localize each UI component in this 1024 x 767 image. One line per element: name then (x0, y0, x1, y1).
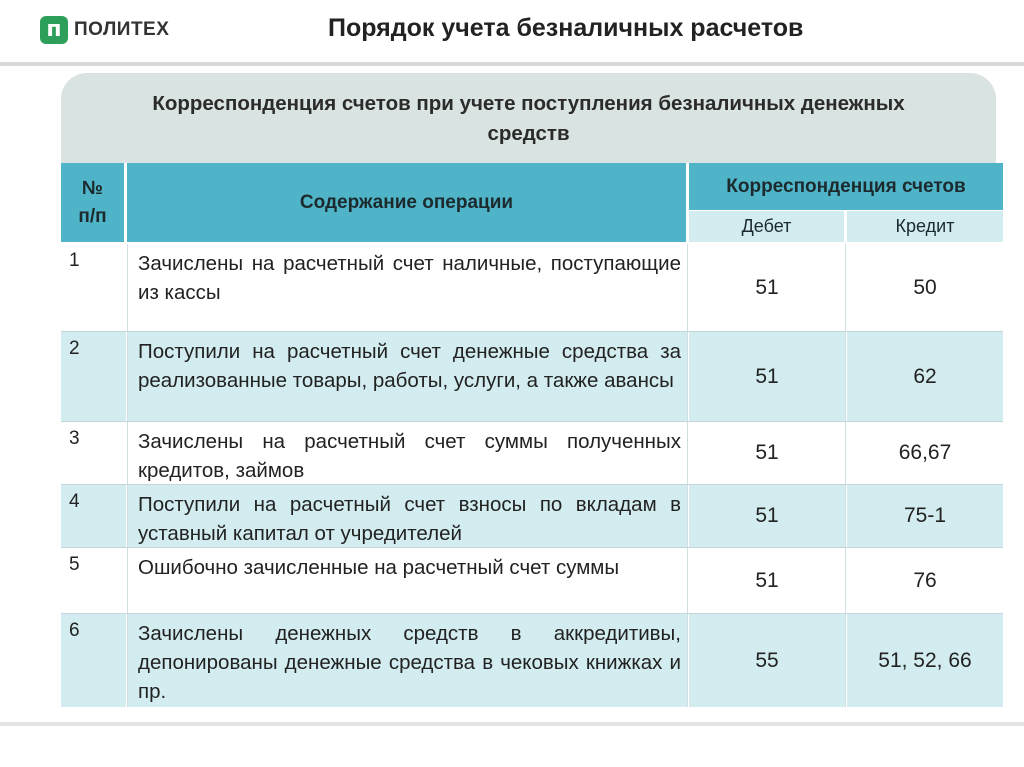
logo (40, 16, 169, 44)
row-debit: 51 (689, 485, 846, 547)
header-content: Содержание операции (127, 163, 688, 242)
row-credit: 51, 52, 66 (847, 614, 1003, 707)
row-separator (61, 331, 1003, 332)
row-description: Зачислены на расчетный счет наличные, поступающие из кассы (127, 244, 688, 331)
row-number: 2 (61, 332, 126, 421)
row-separator (61, 613, 1003, 614)
header-credit: Кредит (847, 211, 1003, 242)
bottom-divider (0, 722, 1024, 726)
row-description: Поступили на расчетный счет взносы по вкладам в уставный капитал от учредителей (127, 485, 688, 547)
row-number: 3 (61, 422, 126, 484)
row-number: 6 (61, 614, 126, 707)
row-description: Ошибочно зачисленные на расчетный счет суммы (127, 548, 688, 613)
header-correspondence: Корреспонденция счетов (689, 163, 1003, 210)
row-separator (61, 421, 1003, 422)
row-separator (61, 484, 1003, 485)
page-title: Порядок учета безналичных расчетов (328, 14, 804, 42)
logo-icon: п (40, 16, 68, 44)
row-credit: 50 (847, 244, 1003, 331)
row-debit: 51 (689, 422, 846, 484)
row-description: Поступили на расчетный счет денежные средства за реализованные товары, работы, услуги, а также авансы (127, 332, 688, 421)
row-debit: 51 (689, 332, 846, 421)
row-credit: 76 (847, 548, 1003, 613)
header-debit: Дебет (689, 211, 846, 242)
header-num: № п/п (61, 163, 126, 242)
subtitle: Корреспонденция счетов при учете поступления безналичных денежных средств (152, 92, 905, 145)
row-number: 4 (61, 485, 126, 547)
row-credit: 66,67 (847, 422, 1003, 484)
logo-text: ПОЛИТЕХ (74, 19, 170, 40)
top-divider (0, 62, 1024, 66)
row-number: 1 (61, 244, 126, 331)
row-number: 5 (61, 548, 126, 613)
row-separator (61, 547, 1003, 548)
row-description: Зачислены на расчетный счет суммы полученных кредитов, займов (127, 422, 688, 484)
row-credit: 62 (847, 332, 1003, 421)
row-debit: 51 (689, 244, 846, 331)
row-description: Зачислены денежных средств в аккредитивы, депонированы денежные средства в чековых книжках и пр. (127, 614, 688, 707)
row-debit: 55 (689, 614, 846, 707)
row-debit: 51 (689, 548, 846, 613)
row-credit: 75-1 (847, 485, 1003, 547)
